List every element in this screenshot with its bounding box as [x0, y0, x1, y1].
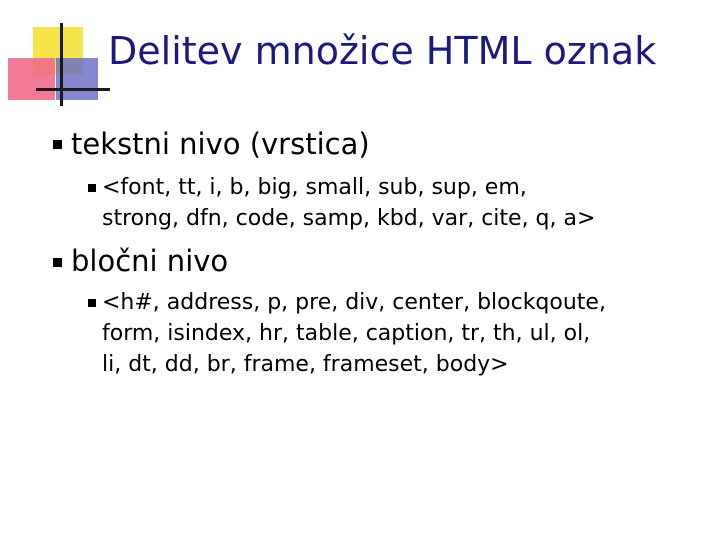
logo-pink-square	[8, 58, 55, 100]
slide-logo	[0, 0, 110, 110]
logo-horizontal-line	[36, 88, 110, 91]
bullet-icon	[88, 299, 96, 307]
list-item-line: strong, dfn, code, samp, kbd, var, cite, q, a>	[102, 206, 596, 231]
logo-vertical-line	[60, 23, 63, 106]
list-item-level2	[102, 287, 606, 380]
list-item-line: li, dt, dd, br, frame, frameset, body>	[102, 352, 509, 377]
list-item-level2	[102, 172, 595, 234]
list-item-level1: bločni nivo	[71, 244, 229, 278]
bullet-icon	[53, 140, 62, 149]
bullet-icon	[88, 184, 96, 192]
list-item-level1: tekstni nivo (vrstica)	[71, 127, 370, 161]
list-item-line: <h#, address, p, pre, div, center, blockqoute,	[102, 290, 606, 315]
bullet-icon	[53, 258, 62, 267]
list-item-line: <font, tt, i, b, big, small, sub, sup, em,	[102, 175, 527, 200]
slide-title: Delitev množice HTML oznak	[108, 29, 657, 73]
list-item-line: form, isindex, hr, table, caption, tr, th, ul, ol,	[102, 321, 591, 346]
